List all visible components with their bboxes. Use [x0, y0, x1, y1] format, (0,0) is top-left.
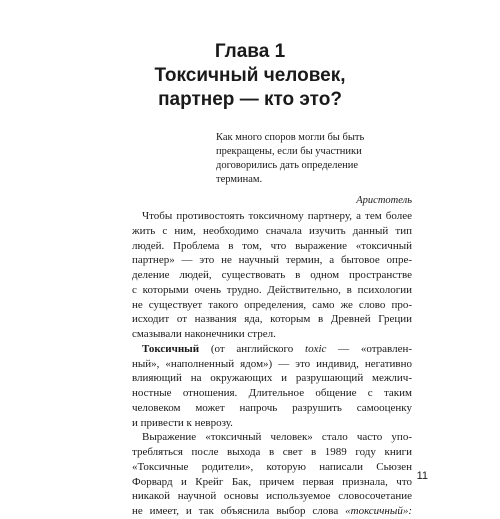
epigraph-line: Как много споров могли бы быть	[216, 132, 365, 143]
term-bold: Токсичный	[142, 342, 200, 355]
paragraph-line: с которыми очень трудно. Действительно, в психологии	[132, 283, 412, 296]
paragraph-text: не имеет, и так объяснила выбор слова	[132, 505, 346, 517]
chapter-number: Глава 1	[214, 41, 286, 62]
chapter-title-line-2: партнер — кто это?	[158, 89, 342, 110]
paragraph-line: жить с ним, необходимо сначала изучить данный тип	[132, 224, 412, 237]
epigraph	[216, 131, 412, 208]
paragraph-line: Выражение «токсичный человек» стало часто упо-	[142, 431, 412, 444]
paragraph-line: ный», «наполненный ядом») — это индивид, негативно	[132, 357, 412, 370]
paragraph-line: не существует такого определения, само же слово про-	[132, 298, 412, 311]
paragraph-line: требляться после выхода в свет в 1989 году книги	[132, 446, 412, 458]
paragraph-line: ностные отношения. Длительное общение с таким	[132, 387, 412, 399]
paragraph-line: партнер» — это не научный термин, а бытовое опре-	[132, 254, 412, 267]
term-english: toxic	[305, 342, 327, 355]
paragraph-line: Форвард и Крейг Бак, причем первая признала, что	[132, 475, 412, 488]
paragraph-line: смазывали наконечники стрел.	[132, 328, 276, 340]
paragraph-line: исходит от названия яда, которым в Древней Греции	[132, 313, 412, 326]
page-number: 11	[416, 470, 428, 482]
epigraph-line: прекращены, если бы участники	[216, 146, 362, 157]
epigraph-line: терминам.	[216, 174, 263, 185]
chapter-title-line-1: Токсичный человек,	[154, 65, 346, 86]
epigraph-line: договорились дать определение	[216, 160, 359, 171]
paragraph-line	[132, 504, 412, 519]
epigraph-author: Аристотель	[356, 195, 412, 206]
paragraph-line: человеком может напрочь разрушить самооценку	[132, 401, 412, 414]
paragraph-line: деление людей, существовать в одном пространстве	[132, 269, 412, 281]
paragraph-line: влияющий на окружающих и разрушающий межлич-	[132, 372, 412, 385]
term-text: (от английского	[199, 342, 306, 355]
paragraph-line: никакой научной основы используемое словосочетание	[132, 490, 412, 503]
paragraph-line: «Токсичные родители», которую написали Сьюзен	[132, 460, 412, 473]
body-text	[132, 209, 412, 519]
italic-word: «токсичный»:	[345, 505, 412, 517]
paragraph-line: людей. Проблема в том, что выражение «токсичный	[132, 239, 412, 252]
term-text: — «отравлен-	[326, 342, 413, 355]
paragraph-line	[132, 342, 412, 357]
chapter-heading	[60, 40, 440, 112]
paragraph-line: Чтобы противостоять токсичному партнеру, а тем более	[142, 210, 412, 222]
paragraph-line: и привести к неврозу.	[132, 416, 233, 429]
